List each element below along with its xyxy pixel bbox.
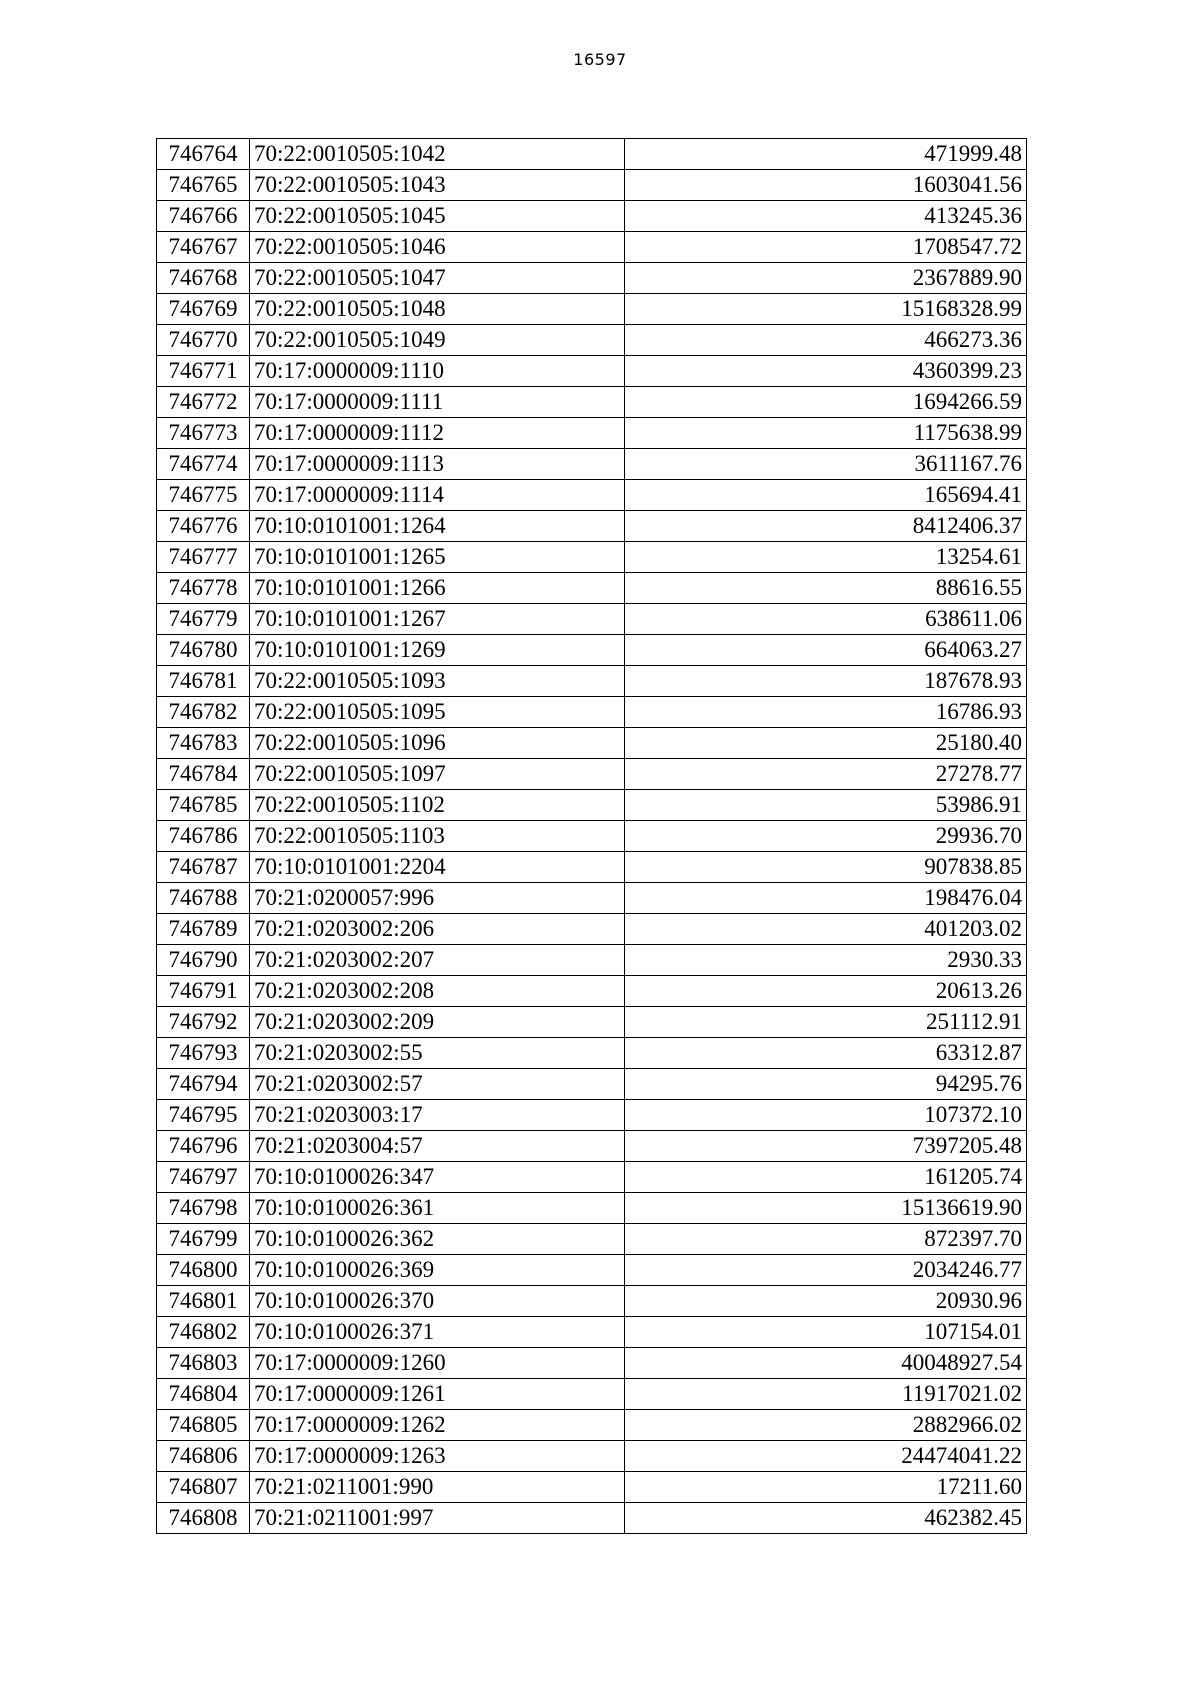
cadastral-number-cell: 70:22:0010505:1045 <box>250 201 625 232</box>
table-row <box>157 418 1027 449</box>
cadastral-value-cell: 161205.74 <box>625 1162 1027 1193</box>
table-row <box>157 790 1027 821</box>
row-number-cell: 746773 <box>157 418 250 449</box>
table-row <box>157 976 1027 1007</box>
cadastral-value-cell: 198476.04 <box>625 883 1027 914</box>
table-row <box>157 480 1027 511</box>
cadastral-number-cell: 70:21:0211001:997 <box>250 1503 625 1534</box>
row-number-cell: 746785 <box>157 790 250 821</box>
cadastral-value-cell: 2034246.77 <box>625 1255 1027 1286</box>
table-row <box>157 542 1027 573</box>
cadastral-number-cell: 70:22:0010505:1042 <box>250 139 625 170</box>
row-number-cell: 746790 <box>157 945 250 976</box>
cadastral-number-cell: 70:22:0010505:1046 <box>250 232 625 263</box>
table-row <box>157 325 1027 356</box>
row-number-cell: 746771 <box>157 356 250 387</box>
cadastral-value-cell: 20930.96 <box>625 1286 1027 1317</box>
cadastral-number-cell: 70:10:0101001:2204 <box>250 852 625 883</box>
table-row <box>157 883 1027 914</box>
row-number-cell: 746765 <box>157 170 250 201</box>
row-number-cell: 746777 <box>157 542 250 573</box>
table-row <box>157 139 1027 170</box>
cadastral-number-cell: 70:21:0203002:207 <box>250 945 625 976</box>
cadastral-value-cell: 40048927.54 <box>625 1348 1027 1379</box>
table-row <box>157 759 1027 790</box>
cadastral-value-cell: 20613.26 <box>625 976 1027 1007</box>
row-number-cell: 746805 <box>157 1410 250 1441</box>
row-number-cell: 746806 <box>157 1441 250 1472</box>
cadastral-value-cell: 187678.93 <box>625 666 1027 697</box>
cadastral-number-cell: 70:22:0010505:1096 <box>250 728 625 759</box>
row-number-cell: 746803 <box>157 1348 250 1379</box>
cadastral-value-cell: 4360399.23 <box>625 356 1027 387</box>
cadastral-number-cell: 70:22:0010505:1043 <box>250 170 625 201</box>
cadastral-number-cell: 70:21:0200057:996 <box>250 883 625 914</box>
table-row <box>157 1007 1027 1038</box>
cadastral-number-cell: 70:10:0100026:369 <box>250 1255 625 1286</box>
row-number-cell: 746769 <box>157 294 250 325</box>
row-number-cell: 746795 <box>157 1100 250 1131</box>
row-number-cell: 746770 <box>157 325 250 356</box>
cadastral-number-cell: 70:17:0000009:1260 <box>250 1348 625 1379</box>
cadastral-number-cell: 70:22:0010505:1095 <box>250 697 625 728</box>
cadastral-number-cell: 70:22:0010505:1097 <box>250 759 625 790</box>
table-row <box>157 1193 1027 1224</box>
row-number-cell: 746797 <box>157 1162 250 1193</box>
table-row <box>157 1100 1027 1131</box>
cadastral-value-cell: 638611.06 <box>625 604 1027 635</box>
cadastral-number-cell: 70:21:0203002:55 <box>250 1038 625 1069</box>
row-number-cell: 746764 <box>157 139 250 170</box>
cadastral-value-cell: 29936.70 <box>625 821 1027 852</box>
table-row <box>157 1410 1027 1441</box>
table-row <box>157 170 1027 201</box>
cadastral-value-cell: 401203.02 <box>625 914 1027 945</box>
cadastral-number-cell: 70:22:0010505:1049 <box>250 325 625 356</box>
row-number-cell: 746789 <box>157 914 250 945</box>
row-number-cell: 746782 <box>157 697 250 728</box>
table-row <box>157 201 1027 232</box>
row-number-cell: 746779 <box>157 604 250 635</box>
table-row <box>157 387 1027 418</box>
table-row <box>157 1317 1027 1348</box>
cadastral-number-cell: 70:21:0203004:57 <box>250 1131 625 1162</box>
cadastral-value-cell: 1708547.72 <box>625 232 1027 263</box>
cadastral-number-cell: 70:10:0101001:1266 <box>250 573 625 604</box>
row-number-cell: 746794 <box>157 1069 250 1100</box>
row-number-cell: 746766 <box>157 201 250 232</box>
row-number-cell: 746787 <box>157 852 250 883</box>
cadastral-number-cell: 70:17:0000009:1113 <box>250 449 625 480</box>
cadastral-number-cell: 70:17:0000009:1263 <box>250 1441 625 1472</box>
cadastral-value-cell: 7397205.48 <box>625 1131 1027 1162</box>
cadastral-value-cell: 24474041.22 <box>625 1441 1027 1472</box>
cadastral-number-cell: 70:21:0203002:209 <box>250 1007 625 1038</box>
cadastral-value-cell: 471999.48 <box>625 139 1027 170</box>
table-row <box>157 1069 1027 1100</box>
cadastral-value-cell: 165694.41 <box>625 480 1027 511</box>
cadastral-value-cell: 3611167.76 <box>625 449 1027 480</box>
cadastral-value-cell: 664063.27 <box>625 635 1027 666</box>
cadastral-value-cell: 872397.70 <box>625 1224 1027 1255</box>
cadastral-number-cell: 70:22:0010505:1103 <box>250 821 625 852</box>
cadastral-value-cell: 25180.40 <box>625 728 1027 759</box>
cadastral-number-cell: 70:10:0101001:1265 <box>250 542 625 573</box>
row-number-cell: 746775 <box>157 480 250 511</box>
row-number-cell: 746780 <box>157 635 250 666</box>
cadastral-number-cell: 70:21:0203002:208 <box>250 976 625 1007</box>
cadastral-value-cell: 17211.60 <box>625 1472 1027 1503</box>
cadastral-value-cell: 16786.93 <box>625 697 1027 728</box>
row-number-cell: 746786 <box>157 821 250 852</box>
table-row <box>157 232 1027 263</box>
table-row <box>157 604 1027 635</box>
cadastral-value-cell: 907838.85 <box>625 852 1027 883</box>
cadastral-number-cell: 70:21:0203003:17 <box>250 1100 625 1131</box>
cadastral-number-cell: 70:10:0100026:370 <box>250 1286 625 1317</box>
table-row <box>157 1379 1027 1410</box>
cadastral-number-cell: 70:17:0000009:1112 <box>250 418 625 449</box>
cadastral-value-cell: 88616.55 <box>625 573 1027 604</box>
row-number-cell: 746793 <box>157 1038 250 1069</box>
cadastral-value-cell: 13254.61 <box>625 542 1027 573</box>
cadastral-value-cell: 8412406.37 <box>625 511 1027 542</box>
cadastral-number-cell: 70:17:0000009:1114 <box>250 480 625 511</box>
table-row <box>157 263 1027 294</box>
cadastral-number-cell: 70:10:0101001:1264 <box>250 511 625 542</box>
row-number-cell: 746781 <box>157 666 250 697</box>
row-number-cell: 746774 <box>157 449 250 480</box>
row-number-cell: 746784 <box>157 759 250 790</box>
cadastral-number-cell: 70:22:0010505:1047 <box>250 263 625 294</box>
table-row <box>157 945 1027 976</box>
cadastral-number-cell: 70:21:0203002:57 <box>250 1069 625 1100</box>
table-row <box>157 852 1027 883</box>
row-number-cell: 746808 <box>157 1503 250 1534</box>
table-row <box>157 728 1027 759</box>
cadastral-value-table <box>156 138 1027 1534</box>
cadastral-value-cell: 462382.45 <box>625 1503 1027 1534</box>
cadastral-value-cell: 94295.76 <box>625 1069 1027 1100</box>
row-number-cell: 746767 <box>157 232 250 263</box>
row-number-cell: 746783 <box>157 728 250 759</box>
row-number-cell: 746791 <box>157 976 250 1007</box>
page-number: 16597 <box>573 50 627 69</box>
cadastral-value-cell: 15136619.90 <box>625 1193 1027 1224</box>
cadastral-value-cell: 466273.36 <box>625 325 1027 356</box>
cadastral-number-cell: 70:10:0100026:361 <box>250 1193 625 1224</box>
cadastral-value-cell: 1175638.99 <box>625 418 1027 449</box>
table-row <box>157 1131 1027 1162</box>
row-number-cell: 746804 <box>157 1379 250 1410</box>
cadastral-number-cell: 70:17:0000009:1262 <box>250 1410 625 1441</box>
table-row <box>157 914 1027 945</box>
row-number-cell: 746798 <box>157 1193 250 1224</box>
table-row <box>157 1441 1027 1472</box>
table-row <box>157 1255 1027 1286</box>
table-row <box>157 1503 1027 1534</box>
table-row <box>157 635 1027 666</box>
cadastral-value-cell: 107154.01 <box>625 1317 1027 1348</box>
row-number-cell: 746800 <box>157 1255 250 1286</box>
table-row <box>157 573 1027 604</box>
cadastral-number-cell: 70:10:0100026:362 <box>250 1224 625 1255</box>
cadastral-value-cell: 1603041.56 <box>625 170 1027 201</box>
cadastral-number-cell: 70:10:0101001:1267 <box>250 604 625 635</box>
cadastral-value-cell: 413245.36 <box>625 201 1027 232</box>
row-number-cell: 746801 <box>157 1286 250 1317</box>
cadastral-number-cell: 70:21:0211001:990 <box>250 1472 625 1503</box>
row-number-cell: 746796 <box>157 1131 250 1162</box>
row-number-cell: 746788 <box>157 883 250 914</box>
table-row <box>157 1162 1027 1193</box>
cadastral-number-cell: 70:22:0010505:1048 <box>250 294 625 325</box>
row-number-cell: 746778 <box>157 573 250 604</box>
table-row <box>157 1038 1027 1069</box>
cadastral-number-cell: 70:17:0000009:1111 <box>250 387 625 418</box>
table-row <box>157 1224 1027 1255</box>
table-row <box>157 821 1027 852</box>
table-row <box>157 511 1027 542</box>
cadastral-value-cell: 11917021.02 <box>625 1379 1027 1410</box>
cadastral-number-cell: 70:22:0010505:1102 <box>250 790 625 821</box>
table-row <box>157 449 1027 480</box>
table-row <box>157 697 1027 728</box>
row-number-cell: 746792 <box>157 1007 250 1038</box>
table-row <box>157 356 1027 387</box>
row-number-cell: 746807 <box>157 1472 250 1503</box>
row-number-cell: 746776 <box>157 511 250 542</box>
cadastral-number-cell: 70:17:0000009:1261 <box>250 1379 625 1410</box>
table-body <box>157 139 1027 1534</box>
table-row <box>157 1472 1027 1503</box>
row-number-cell: 746802 <box>157 1317 250 1348</box>
row-number-cell: 746768 <box>157 263 250 294</box>
cadastral-value-cell: 27278.77 <box>625 759 1027 790</box>
row-number-cell: 746772 <box>157 387 250 418</box>
cadastral-number-cell: 70:10:0100026:371 <box>250 1317 625 1348</box>
cadastral-number-cell: 70:21:0203002:206 <box>250 914 625 945</box>
table-row <box>157 294 1027 325</box>
cadastral-value-cell: 63312.87 <box>625 1038 1027 1069</box>
row-number-cell: 746799 <box>157 1224 250 1255</box>
cadastral-value-cell: 15168328.99 <box>625 294 1027 325</box>
cadastral-value-cell: 1694266.59 <box>625 387 1027 418</box>
table-row <box>157 1286 1027 1317</box>
cadastral-number-cell: 70:22:0010505:1093 <box>250 666 625 697</box>
cadastral-value-cell: 251112.91 <box>625 1007 1027 1038</box>
cadastral-number-cell: 70:10:0101001:1269 <box>250 635 625 666</box>
cadastral-value-cell: 2367889.90 <box>625 263 1027 294</box>
table-row <box>157 1348 1027 1379</box>
cadastral-value-cell: 53986.91 <box>625 790 1027 821</box>
cadastral-value-cell: 2882966.02 <box>625 1410 1027 1441</box>
cadastral-value-cell: 107372.10 <box>625 1100 1027 1131</box>
cadastral-value-cell: 2930.33 <box>625 945 1027 976</box>
table-row <box>157 666 1027 697</box>
cadastral-number-cell: 70:10:0100026:347 <box>250 1162 625 1193</box>
cadastral-number-cell: 70:17:0000009:1110 <box>250 356 625 387</box>
